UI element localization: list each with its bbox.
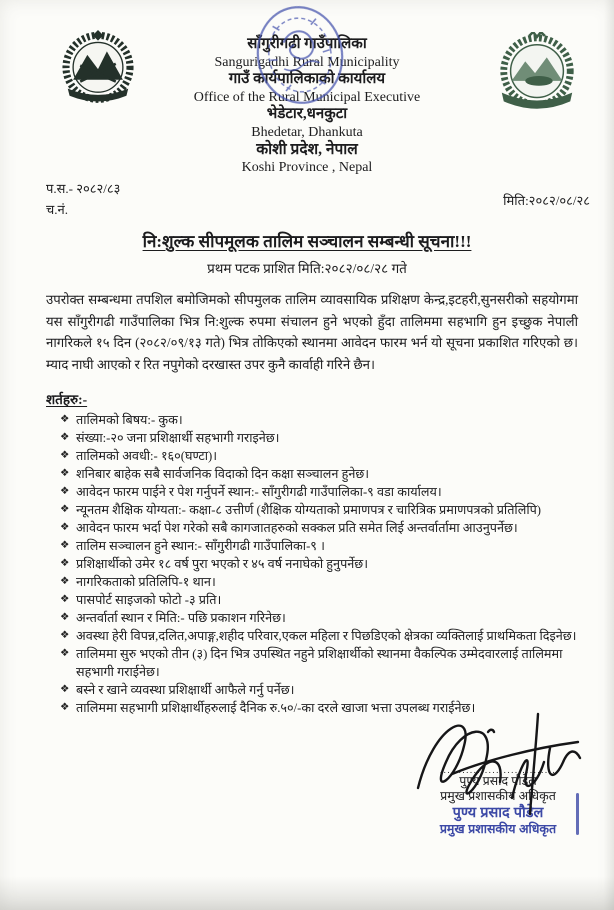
- term-text: तालिममा सुरु भएको तीन (३) दिन भित्र उपस्थित नहुने प्रशिक्षार्थीको स्थानमा वैकल्पिक उम्मेदवारलाई तालिममा सहभागी गराईनेछ।: [76, 647, 563, 679]
- place-english: Bhedetar, Dhankuta: [251, 124, 363, 140]
- diamond-bullet-icon: ❖: [60, 522, 70, 533]
- diamond-bullet-icon: ❖: [60, 432, 70, 443]
- list-item: [46, 483, 586, 501]
- letter-number: प.स.- २०८२/८३: [46, 181, 121, 196]
- handwritten-signature-icon: [400, 702, 596, 820]
- diamond-bullet-icon: ❖: [60, 450, 70, 461]
- reference-block: [46, 178, 120, 220]
- list-item: [46, 573, 586, 591]
- list-item: [46, 627, 586, 645]
- office-name-english: Office of the Rural Municipal Executive: [193, 89, 421, 105]
- notice-title: नि:शुल्क सीपमूलक तालिम सञ्चालन सम्बन्धी सूचना!!!: [142, 232, 472, 251]
- term-text: शनिबार बाहेक सबै सार्वजनिक विदाको दिन कक्षा सञ्चालन हुनेछ।: [76, 467, 370, 481]
- list-item: [46, 681, 586, 699]
- official-round-stamp-icon: [239, 0, 361, 118]
- diamond-bullet-icon: ❖: [60, 612, 70, 623]
- diamond-bullet-icon: ❖: [60, 702, 70, 713]
- term-text: आवेदन फारम पाईने र पेश गर्नुपर्ने स्थान:- साँगुरीगढी गाउँपालिका-९ वडा कार्यालय।: [76, 485, 442, 499]
- term-text: पासपोर्ट साइजको फोटो -३ प्रति।: [76, 593, 222, 607]
- signature-block: [398, 702, 598, 837]
- list-item: [46, 645, 586, 681]
- signatory-title-printed: प्रमुख प्रशासकीय अधिकृत: [440, 789, 556, 803]
- stamp-signatory-title: प्रमुख प्रशासकीय अधिकृत: [439, 822, 557, 836]
- diamond-bullet-icon: ❖: [60, 468, 70, 479]
- diamond-bullet-icon: ❖: [60, 630, 70, 641]
- list-item: [46, 519, 586, 537]
- list-item: [46, 465, 586, 483]
- municipality-name-english: Sangurigadhi Rural Municipality: [214, 54, 400, 70]
- scan-shadow-right: [604, 0, 614, 910]
- office-name-nepali: गाउँ कार्यपालिकाको कार्यालय: [228, 71, 386, 87]
- province-nepali: कोशी प्रदेश, नेपाल: [256, 141, 358, 158]
- term-text: अवस्था हेरी विपन्न,दलित,अपाङ्ग,शहीद परिवार,एकल महिला र पिछडिएको क्षेत्रका व्यक्तिलाई प्राथमिकता दिइनेछ।: [76, 629, 577, 643]
- scan-shadow-bottom: [0, 876, 614, 910]
- municipality-name-nepali: साँगुरीगढी गाउँपालिका: [247, 36, 367, 52]
- diamond-bullet-icon: ❖: [60, 648, 70, 659]
- term-text: तालिमको बिषय:- कुक।: [76, 413, 183, 427]
- list-item: [46, 537, 586, 555]
- list-item: [46, 429, 586, 447]
- diamond-bullet-icon: ❖: [60, 594, 70, 605]
- province-english: Koshi Province , Nepal: [241, 159, 373, 175]
- place-nepali: भेडेटार,धनकुटा: [266, 106, 348, 122]
- term-text: संख्या:-२० जना प्रशिक्षार्थी सहभागी गराइनेछ।: [76, 431, 280, 445]
- municipality-emblem-icon: [486, 32, 588, 120]
- notice-body-paragraph: उपरोक्त सम्बन्धमा तपशिल बमोजिमको सीपमुलक तालिम व्यावसायिक प्रशिक्षण केन्द्र,इटहरी,सुनसरीको सहयोगमा यस साँगुरीगढी गाउँपालिका भित्र नि:शुल्क रुपमा संचालन हुने भएको हुँदा तालिममा सहभागि हुन इच्छुक नेपाली नागरिकले १५ दिन (२०८२/०९/१३ गते) भित्र तोकिएको स्थानमा आवेदन फारम भर्न यो सूचना प्रकाशित गरिएको छ। म्याद नाघी आएको र रित नपुगेको दरखास्त उपर कुनै कार्वाही गरिने छैन।: [46, 292, 578, 372]
- list-item: [46, 447, 586, 465]
- term-text: नागरिकताको प्रतिलिपि-१ थान।: [76, 575, 216, 589]
- list-item: [46, 555, 586, 573]
- first-publish-date-line: प्रथम पटक प्राशित मिति:२०८२/०८/२८ गते: [207, 261, 407, 276]
- stamp-signatory-name: पुण्य प्रसाद पौडेल: [452, 805, 544, 821]
- signatory-name-printed: पुण्य प्रसाद पौडेल: [459, 774, 537, 788]
- list-item: [46, 501, 586, 519]
- letter-date: मिति:२०८२/०८/२८: [503, 193, 590, 208]
- term-text: प्रशिक्षार्थीको उमेर १८ वर्ष पुरा भएको र ४५ वर्ष ननाघेको हुनुपर्नेछ।: [76, 557, 369, 571]
- list-item: [46, 411, 586, 429]
- list-item: [46, 609, 586, 627]
- list-item: [46, 591, 586, 609]
- term-text: तालिमको अवधी:- १६०(घण्टा)।: [76, 449, 218, 463]
- term-text: अन्तर्वार्ता स्थान र मिति:- पछि प्रकाशन गरिनेछ।: [76, 611, 286, 625]
- diamond-bullet-icon: ❖: [60, 558, 70, 569]
- diamond-bullet-icon: ❖: [60, 414, 70, 425]
- signature-dotted-line: ...............................: [439, 765, 557, 775]
- term-text: न्यूनतम शैक्षिक योग्यता:- कक्षा-८ उत्तीर्ण (शैक्षिक योग्यताको प्रमाणपत्र र चारित्रिक प्रमाणपत्रको प्रतिलिपि): [76, 503, 542, 517]
- term-text: आवेदन फारम भर्दा पेश गरेको सबै कागजातहरुको सक्कल प्रति समेत लिई अन्तर्वार्तामा आउनुपर्नेछ।: [76, 521, 518, 535]
- diamond-bullet-icon: ❖: [60, 576, 70, 587]
- diamond-bullet-icon: ❖: [60, 504, 70, 515]
- term-text: तालिममा सहभागी प्रशिक्षार्थीहरुलाई दैनिक रु.५०/-का दरले खाजा भत्ता उपलब्ध गराईनेछ।: [76, 701, 476, 715]
- term-text: तालिम सञ्चालन हुने स्थान:- साँगुरीगढी गाउँपालिका-९ ।: [76, 539, 325, 553]
- diamond-bullet-icon: ❖: [60, 684, 70, 695]
- dispatch-number: च.नं.: [46, 202, 68, 217]
- terms-heading: शर्तहरु:-: [46, 392, 88, 407]
- term-text: बस्ने र खाने व्यवस्था प्रशिक्षार्थी आफैले गर्नु पर्नेछ।: [76, 683, 295, 697]
- terms-list: [46, 411, 586, 717]
- diamond-bullet-icon: ❖: [60, 540, 70, 551]
- diamond-bullet-icon: ❖: [60, 486, 70, 497]
